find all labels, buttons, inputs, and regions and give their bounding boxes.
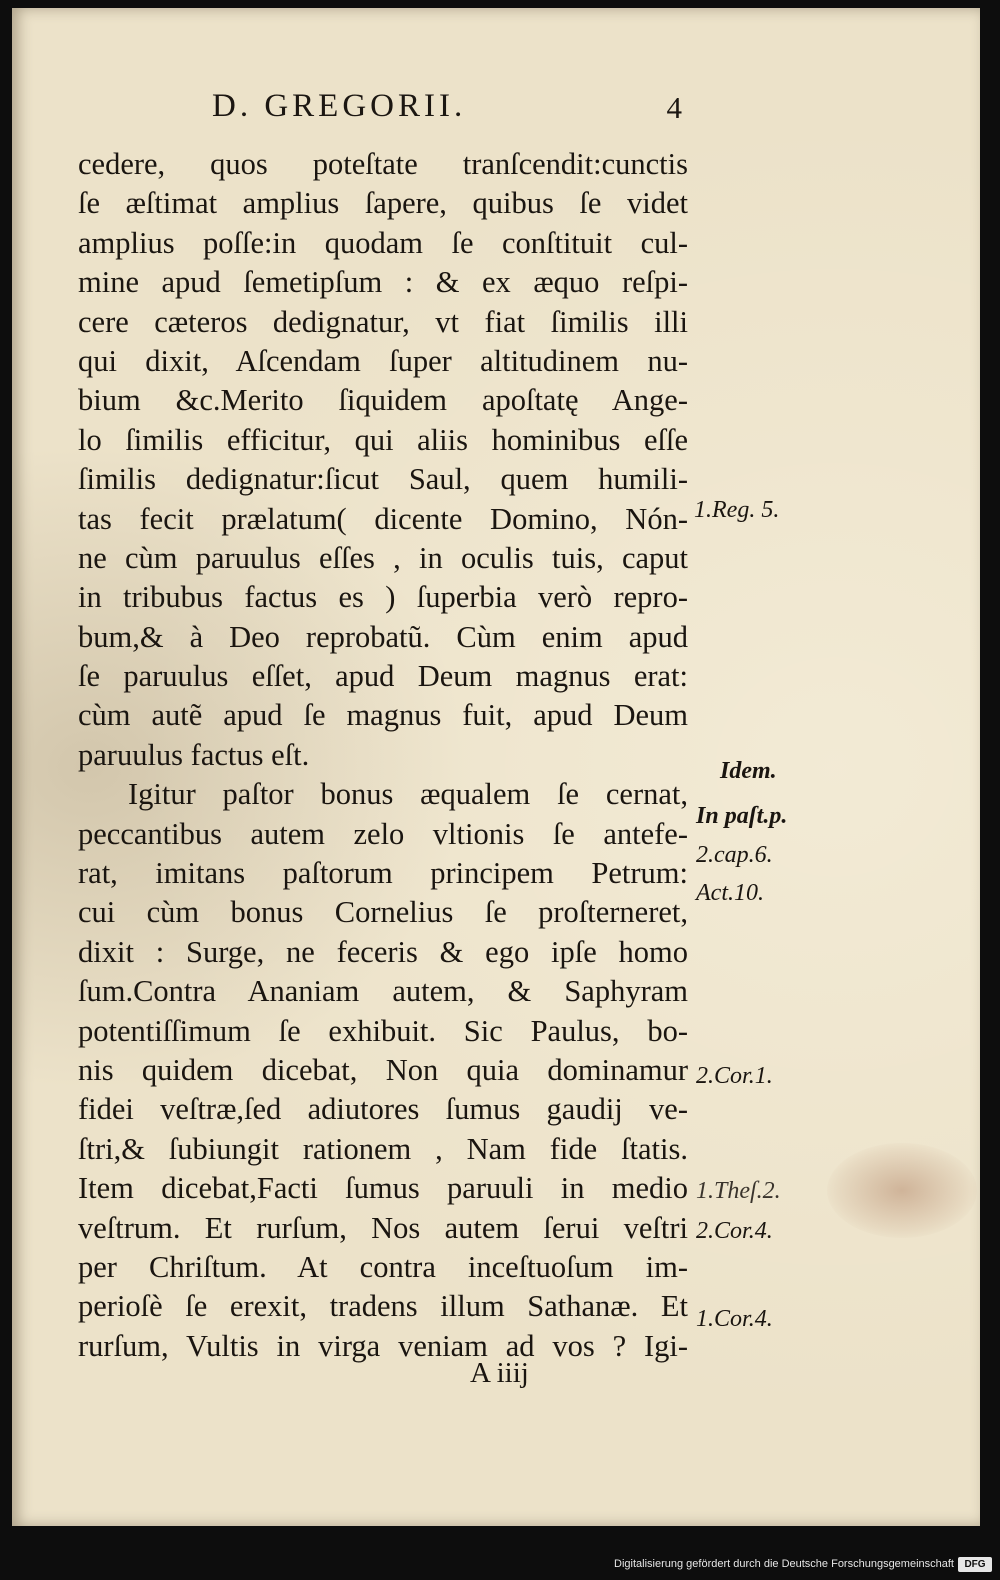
text-line: ſum.Contra Ananiam autem, & Saphyram — [78, 974, 688, 1009]
footer-bar — [0, 1526, 1000, 1580]
text-line: mine apud ſemetipſum : & ex æquo reſpi- — [78, 265, 688, 300]
text-line: lo ſimilis efficitur, qui aliis hominibus eſſe — [78, 422, 688, 457]
running-title: D. GREGORII. — [212, 88, 467, 124]
text-line: rat, imitans paſtorum principem Petrum: — [78, 856, 688, 891]
text-line: cui cùm bonus Cornelius ſe proſterneret, — [78, 895, 688, 930]
margin-note: 1.Reg. 5. — [694, 497, 780, 523]
text-line: ſimilis dedignatur:ſicut Saul, quem humili- — [78, 462, 688, 497]
text-line: cere cæteros dedignatur, vt fiat ſimilis illi — [78, 304, 688, 339]
margin-note: Idem. — [720, 758, 777, 784]
text-line: tas fecit prælatum( dicente Domino, Nón- — [78, 501, 688, 536]
text-line: peccantibus autem zelo vltionis ſe antefe- — [78, 816, 688, 851]
text-line: perioſè ſe erexit, tradens illum Sathanæ. Et — [78, 1289, 688, 1324]
text-line: ſtri,& ſubiungit rationem , Nam fide ſtatis. — [78, 1131, 688, 1166]
text-line: Item dicebat,Facti ſumus paruuli in medio — [78, 1171, 688, 1206]
margin-note: 1.Cor.4. — [696, 1306, 773, 1332]
text-line: amplius poſſe:in quodam ſe conſtituit cul- — [78, 225, 688, 260]
text-line: cùm autẽ apud ſe magnus fuit, apud Deum — [78, 698, 688, 733]
text-line: fidei veſtræ,ſed adiutores ſumus gaudij ve- — [78, 1092, 688, 1127]
margin-note: 2.Cor.1. — [696, 1063, 773, 1089]
text-line: dixit : Surge, ne feceris & ego ipſe homo — [78, 934, 688, 969]
text-line: ne cùm paruulus eſſes , in oculis tuis, caput — [78, 540, 688, 575]
text-line: nis quidem dicebat, Non quia dominamur — [78, 1052, 688, 1087]
text-line: paruulus factus eſt. — [78, 737, 310, 772]
margin-note: 2.cap.6. — [696, 842, 773, 868]
paragraph-start-line: Igitur paſtor bonus æqualem ſe cernat, — [128, 777, 688, 812]
text-line: bium &c.Merito ſiquidem apoſtatę Ange- — [78, 383, 688, 418]
text-line: bum,& à Deo reprobatũ. Cùm enim apud — [78, 619, 688, 654]
margin-note: In paſt.p. — [696, 803, 788, 829]
signature-mark: A iiij — [470, 1357, 529, 1389]
funding-credit: Digitalisierung gefördert durch die Deutsche Forschungsgemeinschaft — [614, 1558, 954, 1570]
margin-note: Act.10. — [696, 880, 764, 906]
margin-notes — [690, 0, 830, 1400]
dfg-logo-icon: DFG — [958, 1557, 992, 1572]
text-line: veſtrum. Et rurſum, Nos autem ſerui veſtri — [78, 1210, 688, 1245]
text-line: ſe æſtimat amplius ſapere, quibus ſe videt — [78, 186, 688, 221]
water-stain — [827, 1143, 977, 1238]
margin-note: 1.Theſ.2. — [696, 1178, 781, 1204]
text-line: qui dixit, Aſcendam ſuper altitudinem nu- — [78, 343, 688, 378]
text-line: per Chriſtum. At contra inceſtuoſum im- — [78, 1249, 688, 1284]
text-line: rurſum, Vultis in virga veniam ad vos ? Igi- — [78, 1328, 688, 1363]
margin-note: 2.Cor.4. — [696, 1218, 773, 1244]
text-line: in tribubus factus es ) ſuperbia verò repro- — [78, 580, 688, 615]
page-number: 4 — [666, 90, 682, 125]
text-line: ſe paruulus eſſet, apud Deum magnus erat: — [78, 659, 688, 694]
text-line: cedere, quos poteſtate tranſcendit:cunctis — [78, 147, 688, 181]
page-header — [212, 88, 682, 134]
text-line: potentiſſimum ſe exhibuit. Sic Paulus, bo- — [78, 1013, 688, 1048]
body-text — [78, 145, 688, 1370]
